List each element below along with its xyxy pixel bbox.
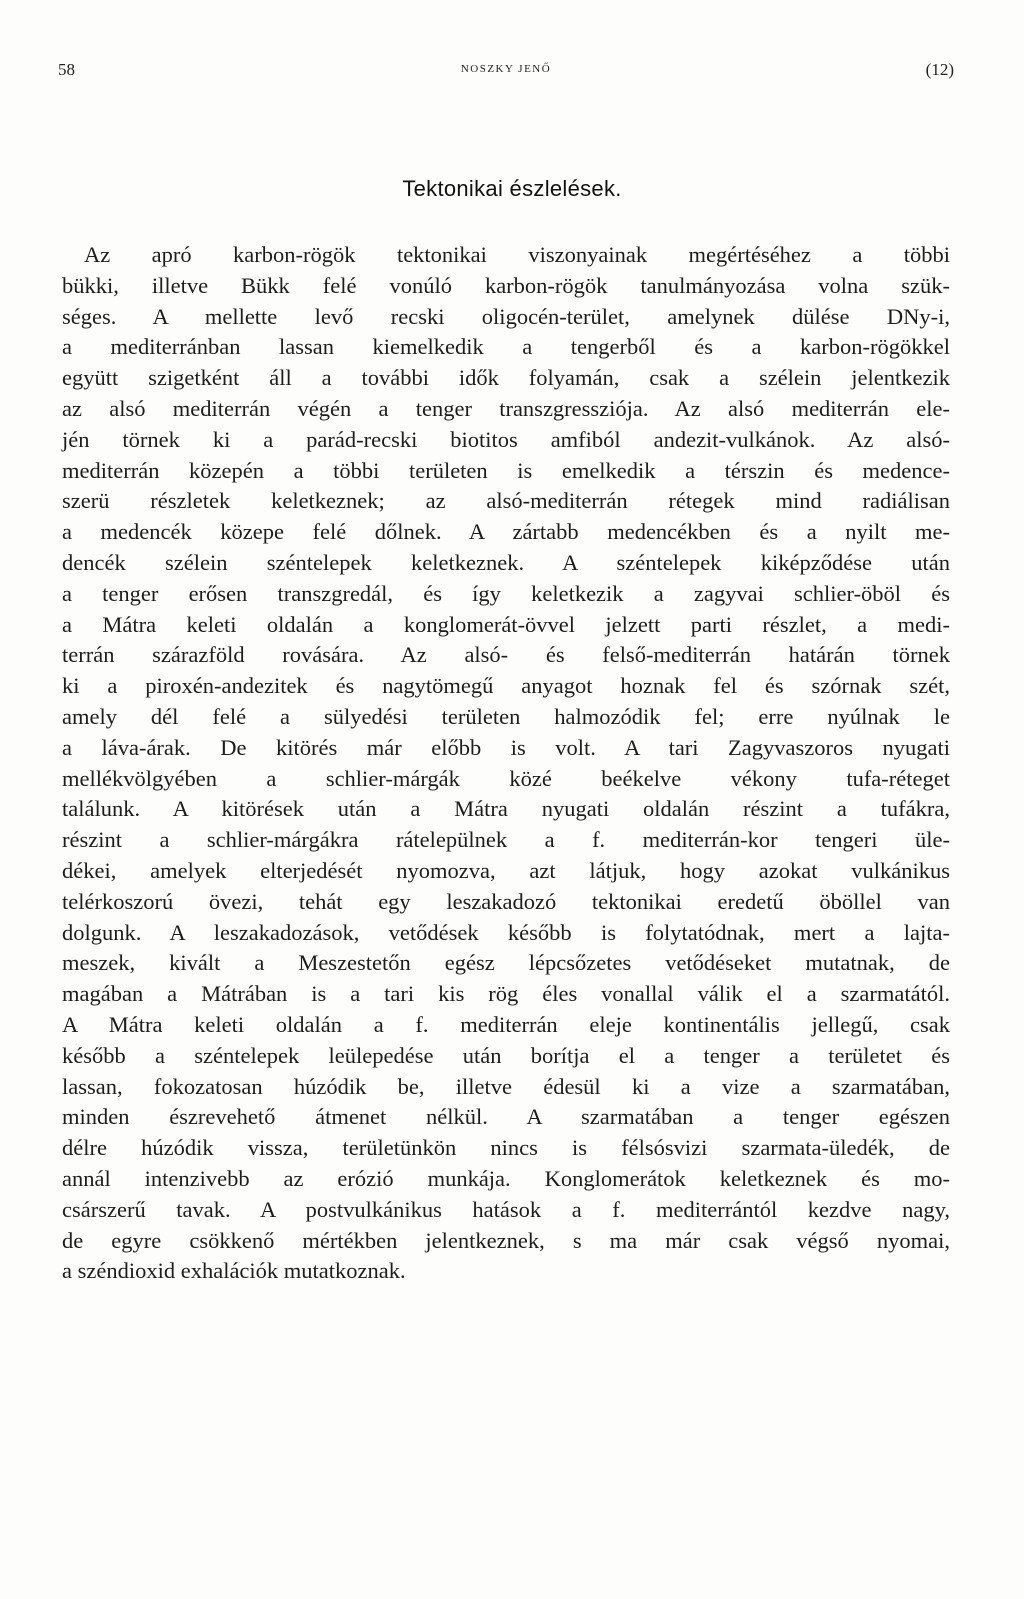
text-line: dékei, amelyek elterjedését nyomozva, azt látjuk, hogy azokat vulkánikus [62,857,950,883]
page-number: 58 [58,60,75,79]
running-head [58,60,954,84]
text-line: Az apró karbon-rögök tektonikai viszonyainak megértéséhez a többi [84,242,950,267]
text-line: amely dél felé a sülyedési területen halmozódik fel; erre nyúlnak le [62,703,950,729]
text-line: annál intenzivebb az erózió munkája. Konglomerátok keletkeznek és mo- [62,1165,950,1191]
text-line: csárszerű tavak. A postvulkánikus hatások a f. mediterrántól kezdve nagy, [62,1196,950,1222]
text-line: részint a schlier-márgákra rátelepülnek a f. mediterrán-kor tengeri üle- [62,827,950,853]
text-line: bükki, illetve Bükk felé vonúló karbon-rögök tanulmányozása volna szük- [62,272,950,298]
text-line: később a széntelepek leülepedése után borítja el a tenger a területet és [62,1042,950,1068]
text-line: együtt szigetként áll a további idők folyamán, csak a szélein jelentkezik [62,365,950,391]
text-line: terrán szárazföld rovására. Az alsó- és felső-mediterrán határán törnek [62,642,950,668]
text-line: a Mátra keleti oldalán a konglomerát-övvel jelzett parti részlet, a medi- [62,611,950,637]
text-line-last: a széndioxid exhalációk mutatkoznak. [62,1258,406,1284]
text-line: az alsó mediterrán végén a tenger transzgressziója. Az alsó mediterrán ele- [62,395,950,421]
running-head-author: NOSZKY JENŐ [460,63,552,75]
text-line: telérkoszorú övezi, tehát egy leszakadozó tektonikai eredetű öböllel van [62,888,950,914]
text-line: dencék szélein széntelepek keletkeznek. A széntelepek kiképződése után [62,549,950,575]
text-line: mellékvölgyében a schlier-márgák közé beékelve vékony tufa-réteget [62,765,950,791]
text-line: találunk. A kitörések után a Mátra nyugati oldalán részint a tufákra, [62,796,950,822]
text-line: szerü részletek keletkeznek; az alsó-mediterrán rétegek mind radiálisan [62,488,950,514]
body-paragraph [62,240,950,1287]
text-line: A Mátra keleti oldalán a f. mediterrán eleje kontinentális jellegű, csak [62,1011,950,1037]
text-line: jén törnek ki a parád-recski biotitos amfiból andezit-vulkánok. Az alsó- [62,426,950,452]
text-line: a medencék közepe felé dőlnek. A zártabb medencékben és a nyilt me- [62,519,950,545]
text-line: a mediterránban lassan kiemelkedik a tengerből és a karbon-rögökkel [62,334,950,360]
text-line: de egyre csökkenő mértékben jelentkeznek, s ma már csak végső nyomai, [62,1227,950,1253]
text-line: magában a Mátrában is a tari kis rög éles vonallal válik el a szarmatától. [62,981,950,1007]
text-line: a láva-árak. De kitörés már előbb is volt. A tari Zagyvaszoros nyugati [62,734,950,760]
text-line: ki a piroxén-andezitek és nagytömegű anyagot hoznak fel és szórnak szét, [62,673,950,699]
text-line: dolgunk. A leszakadozások, vetődések később is folytatódnak, mert a lajta- [62,919,950,945]
text-line: minden észrevehető átmenet nélkül. A szarmatában a tenger egészen [62,1104,950,1130]
section-number: (12) [925,60,954,79]
text-line: a tenger erősen transzgredál, és így keletkezik a zagyvai schlier-öböl és [62,580,950,606]
text-line: meszek, kivált a Meszestetőn egész lépcsőzetes vetődéseket mutatnak, de [62,950,950,976]
text-line: lassan, fokozatosan húzódik be, illetve édesül ki a vize a szarmatában, [62,1073,950,1099]
text-line: mediterrán közepén a többi területen is emelkedik a térszin és medence- [62,457,950,483]
section-heading: Tektonikai észlelések. [402,176,622,201]
text-line: séges. A mellette levő recski oligocén-terület, amelynek dülése DNy-i, [62,303,950,329]
text-line: délre húzódik vissza, területünkön nincs is félsósvizi szarmata-üledék, de [62,1135,950,1161]
